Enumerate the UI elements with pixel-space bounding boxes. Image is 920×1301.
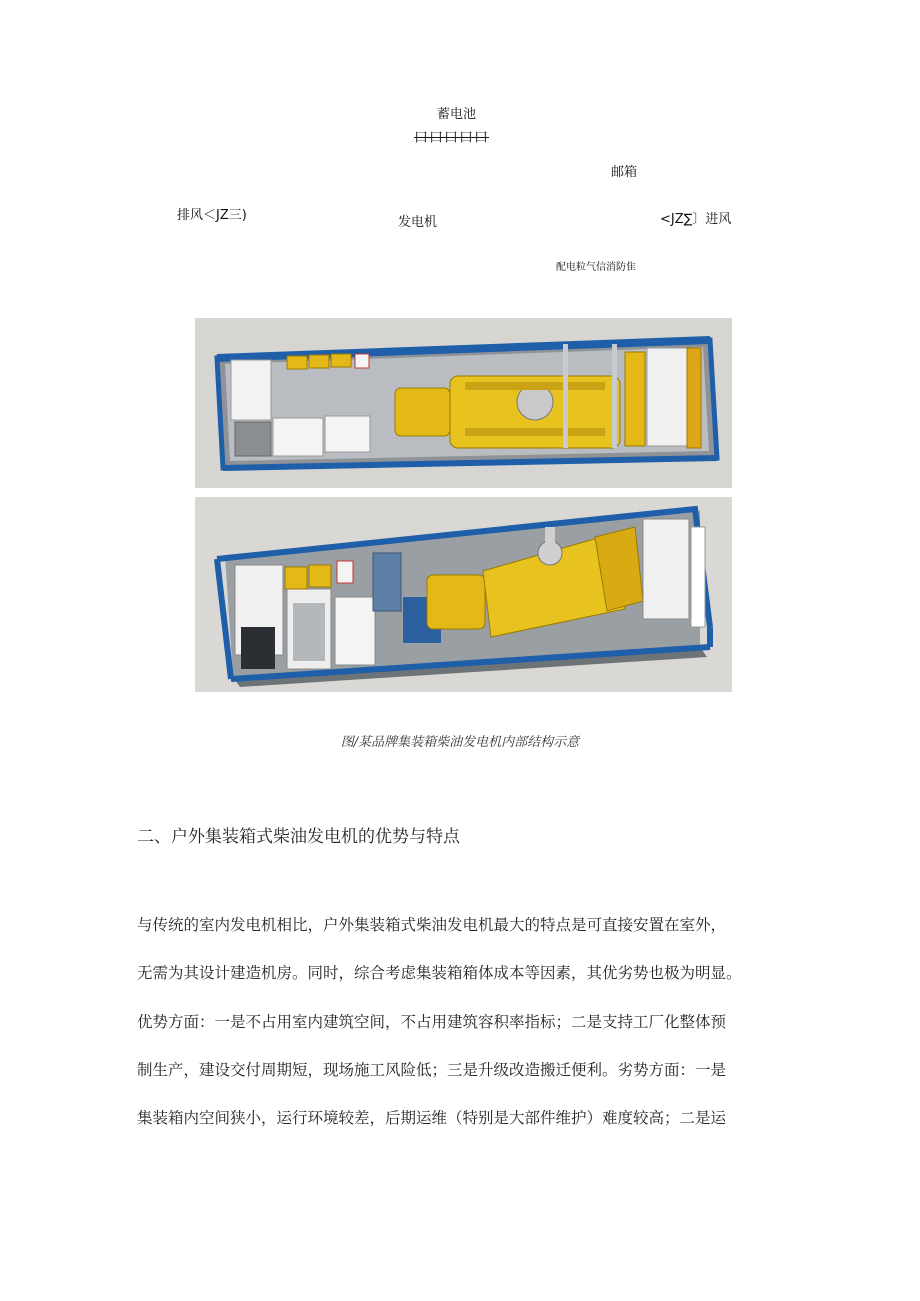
label-generator: 发电机 bbox=[398, 215, 438, 230]
container-render-top bbox=[195, 318, 732, 488]
label-battery-struck: 口口口口口 bbox=[414, 130, 489, 146]
paragraph-line: 制生产，建设交付周期短，现场施工风险低；三是升级改造搬迁便利。劣势方面：一是 bbox=[137, 1061, 727, 1079]
figure-caption: 图/某品牌集装箱柴油发电机内部结构示意 bbox=[340, 735, 580, 750]
paragraph-line: 与传统的室内发电机相比，户外集装箱式柴油发电机最大的特点是可直接安置在室外， bbox=[137, 916, 727, 934]
container-top-view-image bbox=[195, 318, 732, 488]
container-render-perspective bbox=[195, 497, 732, 692]
label-battery: 蓄电池 bbox=[437, 107, 477, 122]
label-intake: <JZ∑〕进风 bbox=[660, 212, 732, 227]
label-exhaust: 排风＜JZ三) bbox=[177, 208, 247, 223]
label-fuel-tank: 邮箱 bbox=[611, 165, 638, 180]
paragraph-line: 集装箱内空间狭小，运行环境较差，后期运维（特别是大部件维护）难度较高；二是运 bbox=[137, 1109, 727, 1127]
label-distribution: 配电粒气信消防隹 bbox=[556, 262, 636, 273]
paragraph-line: 无需为其设计建造机房。同时，综合考虑集装箱箱体成本等因素，其优劣势也极为明显。 bbox=[137, 964, 742, 982]
container-perspective-image bbox=[195, 497, 732, 692]
section-heading: 二、户外集装箱式柴油发电机的优势与特点 bbox=[137, 827, 460, 847]
paragraph-line: 优势方面：一是不占用室内建筑空间，不占用建筑容积率指标；二是支持工厂化整体预 bbox=[137, 1013, 727, 1031]
